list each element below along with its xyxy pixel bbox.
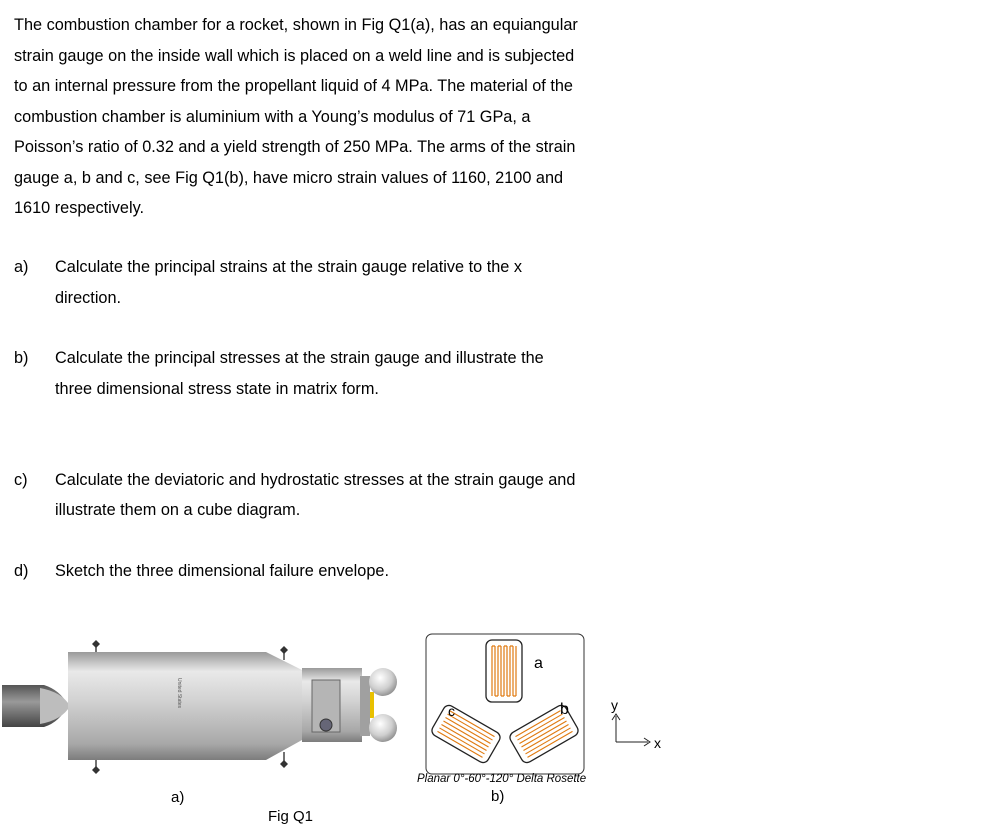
propellant-tank-top [369,668,397,696]
subfigure-label-a: a) [171,789,185,806]
question-text: three dimensional stress state in matrix form. [55,380,379,398]
question-text: illustrate them on a cube diagram. [55,501,301,519]
gauge-label-b: b [560,701,569,718]
question-label: c) [14,471,28,489]
question-text: Calculate the principal strains at the strain gauge relative to the x [55,258,522,276]
axis-label-y: y [611,697,618,713]
question-label: b) [14,349,29,367]
question-text: Calculate the deviatoric and hydrostatic stresses at the strain gauge and [55,471,576,489]
gauge-a [486,640,522,702]
rocket-illustration [0,630,410,780]
question-text: direction. [55,289,122,307]
question-label: a) [14,258,29,276]
rosette-caption: Planar 0°-60°-120° Delta Rosette [417,773,587,785]
axis-label-x: x [654,735,661,751]
intro-line: The combustion chamber for a rocket, shown in Fig Q1(a), has an equiangular [14,16,578,34]
intro-line: Poisson’s ratio of 0.32 and a yield strength of 250 MPa. The arms of the strain [14,138,576,156]
question-label: d) [14,562,29,580]
intro-line: to an internal pressure from the propellant liquid of 4 MPa. The material of the [14,77,573,95]
axis-indicator [612,714,650,746]
rocket-side-text: United States [176,678,182,709]
question-text: Sketch the three dimensional failure envelope. [55,562,389,580]
intro-line: gauge a, b and c, see Fig Q1(b), have micro strain values of 1160, 2100 and [14,168,564,187]
gauge-label-c: c [448,703,455,719]
intro-paragraph [14,10,644,224]
gauge-label-a: a [534,655,543,672]
intro-line: combustion chamber is aluminium with a Young’s modulus of 71 GPa, a [14,107,531,126]
subfigure-label-b: b) [491,788,505,805]
question-text: Calculate the principal stresses at the strain gauge and illustrate the [55,349,544,367]
figure-label: Fig Q1 [268,808,314,825]
chamber-body [68,652,266,760]
intro-line: 1610 respectively. [14,199,145,217]
strain-rosette-diagram [420,630,670,780]
intro-line: strain gauge on the inside wall which is placed on a weld line and is subjected [14,46,575,65]
propellant-tank-bottom [369,714,397,742]
